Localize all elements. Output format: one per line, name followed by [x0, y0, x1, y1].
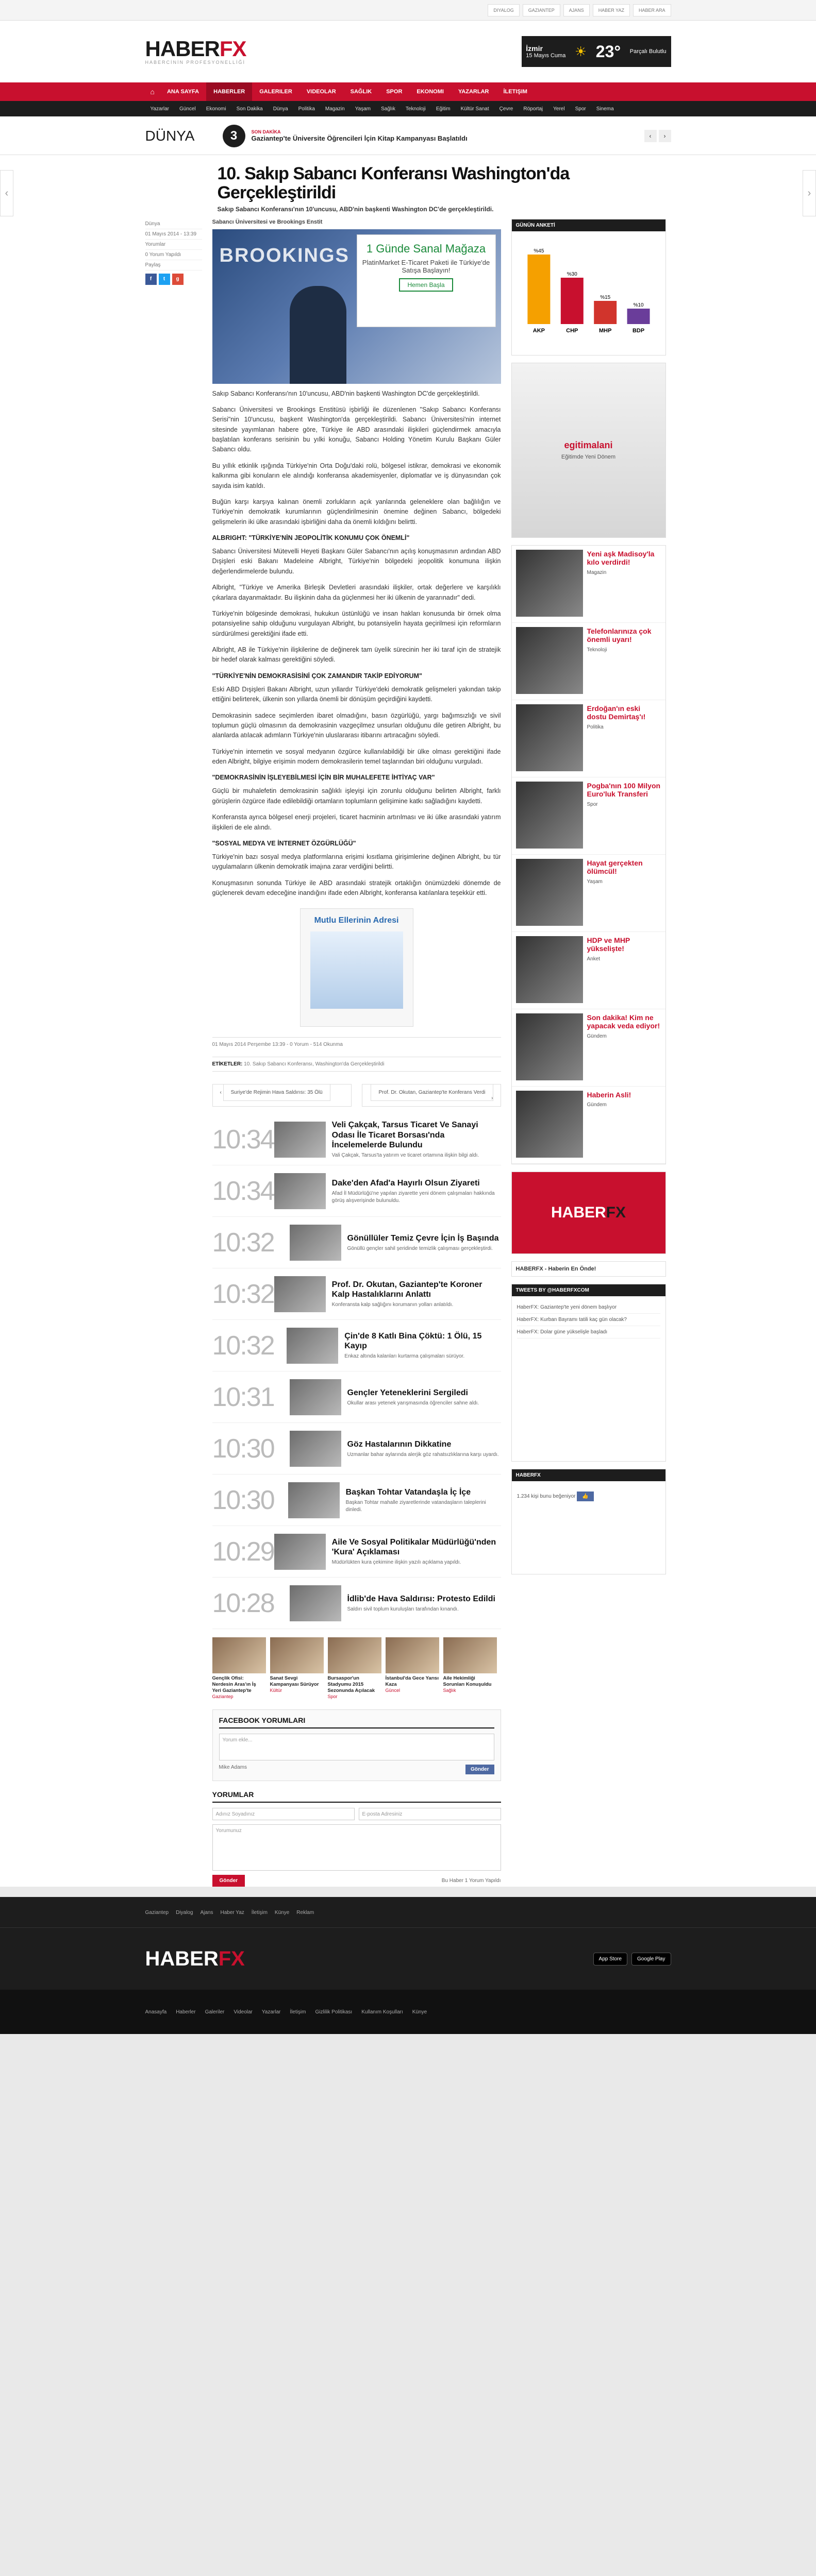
- main-nav: [0, 82, 816, 101]
- bottom-link[interactable]: Haberler: [176, 2009, 196, 2015]
- nav-item[interactable]: SAĞLIK: [350, 89, 372, 95]
- nav-item[interactable]: SPOR: [386, 89, 403, 95]
- sidebar-news-category: Gündem: [587, 1033, 607, 1040]
- section-title: DÜNYA: [145, 127, 195, 144]
- weather-date: 15 Mayıs Cuma: [526, 53, 566, 59]
- footer-link[interactable]: Diyalog: [176, 1909, 193, 1916]
- thumb-news[interactable]: [270, 1637, 324, 1699]
- sidebar-news-title[interactable]: Hayat gerçekten ölümcül!: [587, 858, 643, 876]
- bottom-link[interactable]: Künye: [412, 2009, 427, 2015]
- hfx-title: HABERFX - Haberin En Önde!: [515, 1265, 596, 1272]
- bottom-link[interactable]: Videolar: [234, 2009, 253, 2015]
- news-list-item[interactable]: [212, 1114, 501, 1165]
- poll-value: %30: [567, 271, 577, 277]
- subnav-item[interactable]: Güncel: [179, 106, 196, 112]
- inline-ad-visual: [310, 931, 403, 1009]
- footer-logo-accent: FX: [218, 1947, 245, 1970]
- thumb-news[interactable]: [212, 1637, 266, 1699]
- prev-article-title: Suriye'de Rejimin Hava Saldırısı: 35 Ölü: [223, 1084, 330, 1101]
- sidebar-news-image[interactable]: [516, 550, 583, 617]
- article-paragraph: Demokrasinin sadece seçimlerden ibaret olmadığını, basın özgürlüğü, yargı bağımsızlığı ve sivil toplumun güçlü olmasının da demokrasinin vazgeçilmez unsurları olduğunu dile getiren Albright, bu alanlarda atılacak adımların Türkiye'nin uluslararası itibarını artıracağını söyledi.: [212, 711, 501, 739]
- news-summary: Uzmanlar bahar aylarında alerjik göz rahatsızlıklarına karşı uyardı.: [347, 1451, 499, 1458]
- article-datebar: 01 Mayıs 2014 Perşembe 13:39 - 0 Yorum - 514 Okunma: [212, 1037, 501, 1052]
- bottom-link[interactable]: Yazarlar: [261, 2009, 281, 2015]
- home-icon[interactable]: ⌂: [150, 88, 155, 96]
- subnav-item[interactable]: Kültür Sanat: [460, 106, 489, 112]
- news-list-item[interactable]: [212, 1475, 501, 1526]
- meta-category[interactable]: Dünya: [145, 219, 202, 229]
- tags-list[interactable]: 10. Sakıp Sabancı Konferansı, Washington'da Gerçekleştirildi: [244, 1061, 385, 1067]
- weather-sun-icon: ☀: [574, 43, 587, 59]
- news-summary: Saldırı sivil toplum kuruluşları tarafından kınandı.: [347, 1606, 459, 1612]
- footer-link[interactable]: Gaziantep: [145, 1909, 169, 1916]
- sidebar-news-category: Gündem: [587, 1102, 607, 1108]
- article-paragraph: Buğün karşı karşıya kalınan önemli zorlukların açık yanlarında geleneklere olan bağlılığın ve Türkiye'nin demokratik kurumlarının güçlendirilmesinin önemine değinen Sabancı, bölgedeki gelişmelerin iki ülke arasındaki işbirliğini daha da önemli kıldığını belirtti.: [212, 498, 501, 526]
- news-time: 10:34: [212, 1124, 274, 1155]
- poll-value: %45: [533, 248, 544, 254]
- news-title[interactable]: Gönüllüler Temiz Çevre İçin İş Başında: [347, 1233, 499, 1243]
- breaking-number: 3: [223, 125, 245, 147]
- sidebar-news-image[interactable]: [516, 627, 583, 694]
- sidebar-news-title[interactable]: HDP ve MHP yükselişte!: [587, 936, 630, 953]
- news-time: 10:29: [212, 1536, 274, 1567]
- sidebar-news-item[interactable]: [512, 546, 665, 623]
- subheading-3: "DEMOKRASİNİN İŞLEYEBİLMESİ İÇİN BİR MUHALEFETE İHTİYAÇ VAR": [212, 774, 435, 782]
- subnav-item[interactable]: Sağlık: [381, 106, 395, 112]
- subheading-1: ALBRIGHT: "TÜRKİYE'NİN JEOPOLİTİK KONUMU ÇOK ÖNEMLİ": [212, 534, 410, 542]
- site-logo[interactable]: [145, 38, 246, 65]
- comment-send-button[interactable]: Gönder: [212, 1875, 245, 1887]
- facebook-widget: [511, 1469, 666, 1574]
- sidebar-news-category: Spor: [587, 802, 598, 808]
- article-paragraph: Konuşmasının sonunda Türkiye ile ABD arasındaki stratejik ortaklığın önümüzdeki dönemde de güçlenerek devam edeceğine inandığını ifade eden Albright, konferansa katılanlara teşekkür etti.: [212, 879, 501, 897]
- sidebar-news-category: Magazin: [587, 570, 607, 576]
- ad-button[interactable]: Hemen Başla: [399, 278, 453, 292]
- sidebar-news-image[interactable]: [516, 1091, 583, 1158]
- poll-chart: [517, 236, 660, 345]
- poll-label: MHP: [598, 327, 611, 334]
- subheading-4: "SOSYAL MEDYA VE İNTERNET ÖZGÜRLÜĞÜ": [212, 839, 356, 847]
- meta-comments[interactable]: 0 Yorum Yapıldı: [145, 250, 202, 260]
- poll-bar: [627, 309, 650, 324]
- poll-title: GÜNÜN ANKETİ: [512, 219, 665, 231]
- fb-comments-title: FACEBOOK YORUMLARI: [219, 1716, 494, 1728]
- inline-ad[interactable]: [300, 908, 413, 1027]
- thumb-tag: Güncel: [385, 1688, 401, 1693]
- sidebar-news-item[interactable]: [512, 777, 665, 855]
- article-paragraph: Eski ABD Dışişleri Bakanı Albright, uzun yıllardır Türkiye'deki demokratik gelişmeleri yakından takip ettiğini belirterek, ülkenin son yıllarda önemli bir dönüşüm geçirdiğini kaydetti.: [212, 685, 501, 703]
- news-time: 10:32: [212, 1330, 274, 1361]
- logo-tagline: HABERCİNİN PROFESYONELLİĞİ: [145, 60, 246, 65]
- news-list-item[interactable]: [212, 1165, 501, 1217]
- poll-bar: [560, 278, 583, 324]
- article-photo: [212, 229, 501, 384]
- sidebar-news-image[interactable]: [516, 1013, 583, 1080]
- article-paragraph: Türkiye'nin bazı sosyal medya platformlarına erişimi kısıtlama girişimlerine değinen Albright, bu tür uygulamaların ülkenin demokratik imajına zarar verdiğini belirtti.: [212, 853, 501, 871]
- platinmarket-ad[interactable]: [357, 234, 496, 327]
- weather-desc: Parçalı Bulutlu: [629, 48, 667, 55]
- news-list-item[interactable]: [212, 1268, 501, 1320]
- thumb-image[interactable]: [328, 1637, 381, 1673]
- news-summary: Müdürlükten kura çekimine ilişkin yazılı açıklama yapıldı.: [331, 1560, 461, 1566]
- fb-like-button[interactable]: 👍: [577, 1492, 593, 1501]
- news-summary: Afad İl Müdürlüğü'ne yapılan ziyarette yeni dönem çalışmaları hakkında görüş alışverişinde bulunuldu.: [331, 1191, 495, 1204]
- sidebar-news-item[interactable]: [512, 1009, 665, 1087]
- breaking-news-bar: [0, 116, 816, 155]
- thumb-tag: Spor: [327, 1694, 338, 1700]
- poll-bar: [527, 255, 550, 324]
- thumb-news[interactable]: [386, 1637, 439, 1699]
- bottom-link[interactable]: Anasayfa: [145, 2009, 167, 2015]
- bottom-link[interactable]: Kullanım Koşulları: [361, 2009, 403, 2015]
- footer-link[interactable]: İletişim: [251, 1909, 268, 1916]
- sidebar-news-title[interactable]: Telefonlarınıza çok önemli uyarı!: [587, 626, 652, 644]
- sidebar-news-image[interactable]: [516, 859, 583, 926]
- article-paragraph: Sabancı Üniversitesi Mütevelli Heyeti Başkanı Güler Sabancı'nın açılış konuşmasının ardından ABD Dışişleri eski Bakanı Madeleine Albright, Türkiye'nin bölgedeki jeopolitik konumuna ilişkin değerlendirmelerde bulundu.: [212, 548, 501, 575]
- bottom-bar: [0, 1990, 816, 2034]
- subnav-item[interactable]: Teknoloji: [405, 106, 426, 112]
- comment-name-input[interactable]: Adınız Soyadınız: [212, 1808, 355, 1820]
- news-thumbnail[interactable]: [274, 1173, 326, 1209]
- subnav-item[interactable]: Yerel: [553, 106, 565, 112]
- poll-widget: [511, 219, 666, 355]
- top-link[interactable]: AJANS: [563, 4, 590, 16]
- article-tags: [212, 1057, 501, 1072]
- thumb-image[interactable]: [212, 1637, 266, 1673]
- poll-label: CHP: [565, 327, 578, 334]
- article-body: [212, 219, 501, 1887]
- facebook-share-icon[interactable]: f: [145, 274, 157, 285]
- sidebar-news: [511, 545, 666, 1164]
- subnav-item[interactable]: Dünya: [273, 106, 288, 112]
- thumb-title[interactable]: Aile Hekimliği Sorunları Konuşuldu: [443, 1675, 492, 1688]
- nav-item[interactable]: ANA SAYFA: [166, 89, 199, 95]
- thumb-image[interactable]: [443, 1637, 497, 1673]
- store-badge[interactable]: App Store: [593, 1953, 627, 1965]
- footer-logo[interactable]: [145, 1947, 245, 1971]
- article-paragraph: Sakıp Sabancı Konferansı'nın 10'uncusu, ABD'nin başkenti Washington DC'de gerçekleştirildi.: [212, 389, 480, 397]
- news-summary: Başkan Tohtar mahalle ziyaretlerinde vatandaşların taleplerini dinledi.: [345, 1500, 486, 1513]
- breaking-prev-button[interactable]: ‹: [644, 130, 657, 142]
- thumb-image[interactable]: [386, 1637, 439, 1673]
- sidebar-news-title[interactable]: Pogba'nın 100 Milyon Euro'luk Transferi: [587, 781, 661, 799]
- top-bar: [0, 0, 816, 21]
- promo-logo-accent: FX: [606, 1204, 626, 1221]
- sidebar-news-image[interactable]: [516, 936, 583, 1003]
- subnav-item[interactable]: Ekonomi: [206, 106, 226, 112]
- prev-next-nav: [212, 1077, 501, 1114]
- article-meta: [145, 219, 202, 1887]
- news-summary: Enkaz altında kalanları kurtarma çalışmaları sürüyor.: [344, 1353, 465, 1360]
- tweet[interactable]: HaberFX: Dolar güne yükselişle başladı: [517, 1326, 660, 1338]
- twitter-title: TWEETS BY @HABERFXCOM: [512, 1284, 665, 1296]
- twitter-share-icon[interactable]: t: [159, 274, 170, 285]
- article-paragraph: Türkiye'nin bölgesinde demokrasi, hukukun üstünlüğü ve insan hakları konusunda bir örnek olma potansiyeline sahip olduğunu vurgulayan Albright, bu potansiyelin hayata geçirilmesi için reformların sürdürülmesi gerektiğini ifade etti.: [212, 609, 501, 637]
- right-sidebar: [511, 219, 666, 1887]
- sidebar-ad-text: Eğitimde Yeni Dönem: [561, 454, 616, 461]
- weather-temp: 23°: [595, 42, 621, 61]
- sidebar-news-image[interactable]: [516, 782, 583, 849]
- thumb-image[interactable]: [270, 1637, 324, 1673]
- top-link[interactable]: DIYALOG: [488, 4, 519, 16]
- sidebar-news-item[interactable]: [512, 932, 665, 1009]
- fb-comment-input[interactable]: Yorum ekle...: [219, 1734, 494, 1760]
- comment-count: Bu Haber 1 Yorum Yapıldı: [441, 1878, 501, 1884]
- breaking-label: SON DAKİKA: [251, 129, 281, 134]
- poll-label: AKP: [532, 327, 545, 334]
- news-time: 10:32: [212, 1279, 274, 1309]
- sidebar-news-item[interactable]: [512, 855, 665, 932]
- subnav-item[interactable]: Yaşam: [355, 106, 371, 112]
- article-paragraph: Sabancı Üniversitesi ve Brookings Enstitüsü işbirliği ile düzenlenen "Sakıp Sabancı Konferansı Serisi"nin 10'uncusu, başkent Washington'da gerçekleştirildi. Sabancı Üniversitesi'nin internet sitesinde yayımlanan habere göre, Türkiye ile ABD arasındaki ilişkileri güçlendirmek amacıyla başlatılan konferans serisinin bu yılki konuğu, Sabancı Holding Yönetim Kurulu Başkanı Güler Sabancı oldu.: [212, 405, 501, 453]
- logo-main: HABER: [145, 37, 220, 61]
- news-list-item[interactable]: [212, 1578, 501, 1629]
- ad-text: PlatinMarket E-Ticaret Paketi ile Türkiye'de Satışa Başlayın!: [362, 258, 490, 274]
- logo-accent: FX: [219, 37, 246, 61]
- news-time: 10:34: [212, 1176, 274, 1206]
- thumb-news-row: [212, 1637, 501, 1699]
- article-paragraph: Konferansta ayrıca bölgesel enerji projeleri, ticaret hacminin artırılması ve iki ülke arasındaki yatırım ilişkileri de ele alındı.: [212, 814, 501, 831]
- article-paragraph: Türkiye'nin internetin ve sosyal medyanın özgürce kullanılabildiği bir ülke olması gerektiğini ifade eden Albright, bilgiye erişimin modern demokrasilerin temel taşlarından biri olduğunu vurguladı.: [212, 748, 501, 766]
- top-link[interactable]: HABER ARA: [633, 4, 671, 16]
- article-spot: Sakıp Sabancı Konferansı'nın 10'uncusu, ABD'nin başkenti Washington DC'de gerçekleştirildi.: [217, 205, 494, 213]
- news-list-item[interactable]: [212, 1526, 501, 1578]
- article-paragraph: Güçlü bir muhalefetin demokrasinin sağlıklı işleyişi için zorunlu olduğunu belirten Albright, farklı görüşlerin özgürce ifade edilebildiği ortamların toplumların gelişimine katkı sağladığını kaydetti.: [212, 787, 501, 805]
- inline-ad-title: Mutlu Ellerinin Adresi: [314, 916, 399, 925]
- article-paragraph: Albright, "Türkiye ve Amerika Birleşik Devletleri arasındaki ilişkiler, ortak değerlere ve karşılıklı çıkarlara dayanmaktadır. Bu ilişkinin daha da güçlenmesi her iki ülkenin de yararınadır" dedi.: [212, 584, 501, 601]
- twitter-widget: [511, 1284, 666, 1462]
- news-thumbnail[interactable]: [290, 1585, 341, 1621]
- weather-city: İzmir: [526, 44, 543, 53]
- google-share-icon[interactable]: g: [172, 274, 184, 285]
- thumb-news[interactable]: [443, 1637, 497, 1699]
- news-thumbnail[interactable]: [274, 1122, 326, 1158]
- news-time: 10:32: [212, 1227, 274, 1258]
- footer: [0, 1897, 816, 1990]
- news-title[interactable]: Aile Ve Sosyal Politikalar Müdürlüğü'nden 'Kura' Açıklaması: [331, 1538, 496, 1557]
- sidebar-news-title[interactable]: Yeni aşk Madisoy'la kılo verdirdi!: [587, 549, 655, 567]
- nav-item[interactable]: VIDEOLAR: [306, 89, 336, 95]
- news-title[interactable]: Çin'de 8 Katlı Bina Çöktü: 1 Ölü, 15 Kayıp: [344, 1332, 482, 1351]
- weather-widget: [522, 36, 671, 67]
- nav-item[interactable]: YAZARLAR: [458, 89, 489, 95]
- thumb-tag: Sağlık: [443, 1688, 456, 1693]
- haberfx-title-box: [511, 1261, 666, 1277]
- meta-date: 01 Mayıs 2014 - 13:39: [145, 229, 202, 240]
- next-article-title: Prof. Dr. Okutan, Gaziantep'te Konferans Verdi: [371, 1084, 493, 1101]
- thumb-title[interactable]: Gençlik Ofisi: Nerdesin Aras'ın İş Yeri Gaziantep'te: [212, 1675, 256, 1694]
- photo-speaker: [290, 286, 346, 384]
- sidebar-news-category: Yaşam: [587, 879, 603, 885]
- news-list-item[interactable]: [212, 1217, 501, 1268]
- thumb-tag: Gaziantep: [212, 1694, 234, 1700]
- breaking-headline[interactable]: Gaziantep'te Üniversite Öğrencileri İçin Kitap Kampanyası Başlatıldı: [251, 134, 468, 142]
- tweet[interactable]: HaberFX: Gaziantep'te yeni dönem başlıyor: [517, 1301, 660, 1314]
- news-list-item[interactable]: [212, 1371, 501, 1423]
- nav-item[interactable]: İLETIŞIM: [503, 89, 527, 95]
- news-title[interactable]: İdlib'de Hava Saldırısı: Protesto Edildi: [347, 1594, 495, 1603]
- store-badge[interactable]: Google Play: [631, 1953, 671, 1965]
- news-summary: Konferansta kalp sağlığını korumanın yolları anlatıldı.: [331, 1302, 454, 1308]
- sidebar-ad-title: egitimalani: [564, 440, 613, 451]
- comment-email-input[interactable]: E-posta Adresiniz: [359, 1808, 501, 1820]
- promo-logo-main: HABER: [551, 1204, 606, 1221]
- footer-link[interactable]: Künye: [274, 1909, 290, 1916]
- next-article-link[interactable]: Prof. Dr. Okutan, Gaziantep'te Konferans Verdi ›: [362, 1084, 501, 1107]
- news-title[interactable]: Prof. Dr. Okutan, Gaziantep'te Koroner Kalp Hastalıklarını Anlattı: [331, 1280, 482, 1299]
- poll-bar: [594, 301, 617, 324]
- ad-title: 1 Günde Sanal Mağaza: [366, 242, 486, 255]
- thumb-title[interactable]: Bursaspor'un Stadyumu 2015 Sezonunda Açılacak: [327, 1675, 375, 1694]
- thumb-title[interactable]: İstanbul'da Gece Yarısı Kaza: [385, 1675, 439, 1688]
- news-list-item[interactable]: [212, 1423, 501, 1475]
- fb-widget-likes: 1.234 kişi bunu beğeniyor: [517, 1493, 576, 1499]
- bottom-link[interactable]: Gizlilik Politikası: [315, 2009, 353, 2015]
- news-thumbnail[interactable]: [288, 1482, 340, 1518]
- news-summary: Okullar arası yetenek yarışmasında öğrenciler sahne aldı.: [347, 1400, 479, 1406]
- bottom-link[interactable]: İletişim: [290, 2009, 306, 2015]
- subnav-item[interactable]: Magazin: [325, 106, 345, 112]
- news-thumbnail[interactable]: [274, 1276, 326, 1312]
- fb-user: Mike Adams: [219, 1765, 247, 1771]
- subnav-item[interactable]: Politika: [298, 106, 315, 112]
- next-article-arrow[interactable]: ›: [803, 170, 816, 216]
- subnav-item[interactable]: Çevre: [499, 106, 513, 112]
- footer-link[interactable]: Ajans: [200, 1909, 213, 1916]
- footer-link[interactable]: Haber Yaz: [220, 1909, 244, 1916]
- sub-nav: [0, 101, 816, 116]
- news-summary: Vali Çakçak, Tarsus'ta yatırım ve ticaret ortamına ilişkin bilgi aldı.: [331, 1152, 479, 1158]
- poll-label: BDP: [632, 327, 644, 334]
- comments-title: YORUMLAR: [212, 1790, 501, 1803]
- sidebar-news-title[interactable]: Son dakika! Kim ne yapacak veda ediyor!: [587, 1013, 660, 1030]
- sidebar-news-title[interactable]: Erdoğan'ın eski dostu Demirtaş'ı!: [587, 704, 646, 721]
- news-time: 10:30: [212, 1433, 274, 1464]
- news-title[interactable]: Dake'den Afad'a Hayırlı Olsun Ziyareti: [331, 1178, 480, 1188]
- news-time: 10:31: [212, 1382, 274, 1412]
- nav-item[interactable]: GALERILER: [259, 89, 292, 95]
- tweet[interactable]: HaberFX: Kurban Bayramı tatili kaç gün olacak?: [517, 1314, 660, 1326]
- prev-article-arrow[interactable]: ‹: [0, 170, 13, 216]
- sidebar-news-category: Anket: [587, 956, 601, 962]
- sidebar-news-title[interactable]: Haberin Asli!: [587, 1090, 631, 1099]
- news-thumbnail[interactable]: [290, 1379, 341, 1415]
- comments-form: [212, 1790, 501, 1887]
- thumb-title[interactable]: Sanat Sevgi Kampanyası Sürüyor: [270, 1675, 319, 1688]
- sidebar-news-item[interactable]: [512, 1087, 665, 1164]
- facebook-comments: [212, 1709, 501, 1781]
- sidebar-news-item[interactable]: [512, 623, 665, 700]
- article-paragraph: Bu yıllık etkinlik ışığında Türkiye'nin Orta Doğu'daki rolü, bölgesel istikrar, demokrasi ve ekonomik kalkınma gibi konuların ele alındığı konferansa akademisyenler, diplomatlar ve iş dünyasından çok sayıda isim katıldı.: [212, 462, 501, 489]
- footer-logo-main: HABER: [145, 1947, 219, 1970]
- site-header: [0, 21, 816, 82]
- news-title[interactable]: Göz Hastalarının Dikkatine: [347, 1439, 452, 1449]
- subnav-item[interactable]: Spor: [575, 106, 586, 112]
- nav-item[interactable]: EKONOMI: [417, 89, 444, 95]
- sidebar-ad[interactable]: [511, 363, 666, 538]
- fb-post-button[interactable]: Gönder: [465, 1765, 494, 1774]
- top-link[interactable]: HABER YAZ: [593, 4, 630, 16]
- photo-credit: Sabancı Üniversitesi ve Brookings Enstit: [212, 218, 323, 225]
- poll-value: %15: [599, 294, 610, 300]
- top-link[interactable]: GAZIANTEP: [523, 4, 560, 16]
- news-thumbnail[interactable]: [290, 1431, 341, 1467]
- subnav-item[interactable]: Eğitim: [436, 106, 451, 112]
- photo-brookings-text: BROOKINGS: [219, 244, 349, 266]
- meta-comments-label: Yorumlar: [145, 240, 202, 250]
- news-thumbnail[interactable]: [274, 1534, 326, 1570]
- breaking-next-button[interactable]: ›: [659, 130, 671, 142]
- haberfx-promo[interactable]: [511, 1172, 666, 1254]
- sidebar-news-item[interactable]: [512, 700, 665, 777]
- subnav-item[interactable]: Röportaj: [523, 106, 543, 112]
- news-time: 10:28: [212, 1588, 274, 1618]
- subnav-item[interactable]: Son Dakika: [236, 106, 263, 112]
- news-title[interactable]: Başkan Tohtar Vatandaşla İç İçe: [345, 1487, 471, 1497]
- article-title: 10. Sakıp Sabancı Konferansı Washington'da Gerçekleştirildi: [217, 164, 570, 203]
- news-thumbnail[interactable]: [290, 1225, 341, 1261]
- news-list-item[interactable]: [212, 1320, 501, 1371]
- news-thumbnail[interactable]: [287, 1328, 338, 1364]
- news-summary: Gönüllü gençler sahil şeridinde temizlik çalışması gerçekleştirdi.: [347, 1245, 493, 1251]
- news-time: 10:30: [212, 1485, 274, 1515]
- article-paragraph: Albright, AB ile Türkiye'nin ilişkilerine de değinerek tam üyelik sürecinin her iki taraf için de stratejik bir hedef olarak kalması gerektiğini söyledi.: [212, 646, 501, 664]
- footer-link[interactable]: Reklam: [296, 1909, 314, 1916]
- sidebar-news-category: Politika: [587, 724, 604, 731]
- subnav-item[interactable]: Sinema: [596, 106, 614, 112]
- news-list: [212, 1114, 501, 1629]
- meta-share-label: Paylaş: [145, 260, 202, 270]
- subnav-item[interactable]: Yazarlar: [150, 106, 169, 112]
- thumb-tag: Kültür: [270, 1688, 282, 1693]
- sidebar-news-image[interactable]: [516, 704, 583, 771]
- news-title[interactable]: Veli Çakçak, Tarsus Ticaret Ve Sanayi Odası İle Ticaret Borsası'nda İncelemelerde Bulundu: [331, 1121, 478, 1149]
- news-title[interactable]: Gençler Yeteneklerini Sergiledi: [347, 1388, 468, 1397]
- prev-article-link[interactable]: ‹ Suriye'de Rejimin Hava Saldırısı: 35 Ölü: [212, 1084, 352, 1107]
- poll-value: %10: [633, 302, 644, 308]
- content-area: [0, 155, 816, 1887]
- thumb-news[interactable]: [328, 1637, 381, 1699]
- tags-label: ETİKETLER:: [212, 1061, 243, 1067]
- subheading-2: "TÜRKİYE'NİN DEMOKRASİSİNİ ÇOK ZAMANDIR TAKİP EDİYORUM": [212, 672, 422, 680]
- nav-item[interactable]: HABERLER: [206, 82, 252, 101]
- fb-widget-title: HABERFX: [512, 1469, 665, 1481]
- comment-text-input[interactable]: Yorumunuz: [212, 1824, 501, 1871]
- bottom-link[interactable]: Galeriler: [205, 2009, 225, 2015]
- sidebar-news-category: Teknoloji: [587, 647, 607, 653]
